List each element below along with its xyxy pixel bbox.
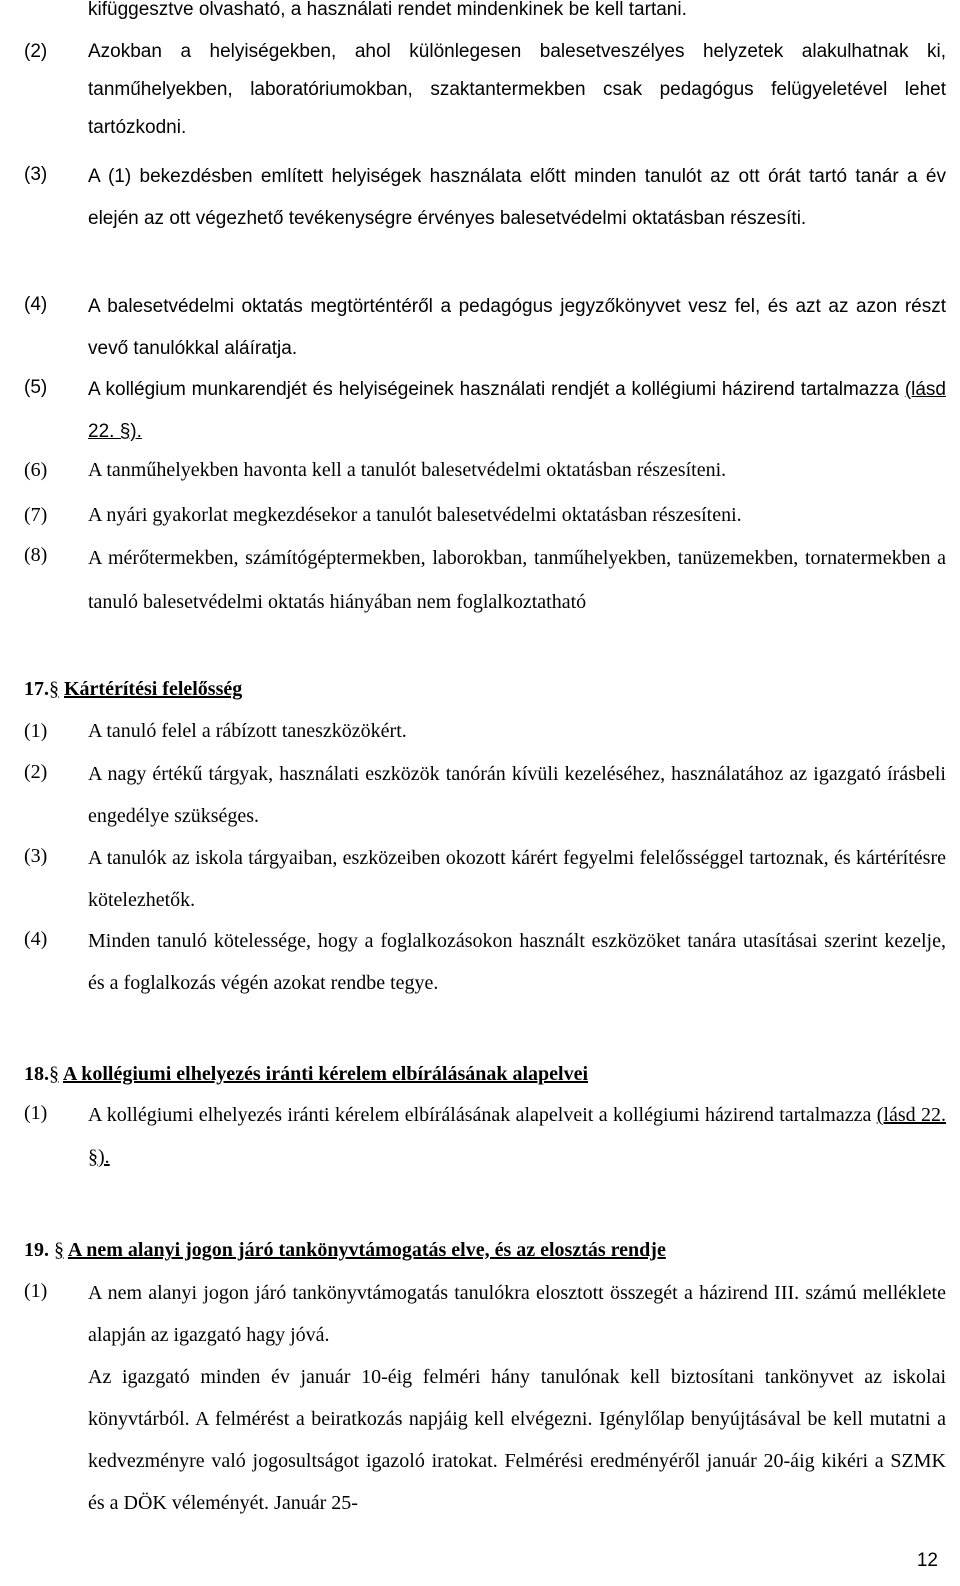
item-number: (4) [24, 928, 48, 950]
item-text-main: A kollégium munkarendjét és helyiségeinek használati rendjét a kollégiumi házirend tartalmazza [88, 379, 905, 400]
item-text: A tanuló felel a rábízott taneszközökért. [88, 720, 407, 742]
item-text: A tanműhelyekben havonta kell a tanulót balesetvédelmi oktatásban részesíteni. [88, 459, 727, 481]
section-symbol: § [49, 678, 59, 700]
item-number: (1) [24, 720, 48, 742]
item-number: (6) [24, 459, 48, 481]
page-number: 12 [916, 1550, 938, 1571]
section-number: 18. [24, 1063, 49, 1085]
body-paragraph: Az igazgató minden év január 10-éig felméri hány tanulónak kell biztosítani tankönyvet az iskolai könyvtárból. A felmérést a beiratkozás napjáig kell elvégezni. Igénylőlap benyújtásával be kell mutatni a kedvezményre való jogosultságot igazoló iratokat. Felmérési eredményéről január 20-áig kikéri a SZMK és a DÖK véleményét. Január 25- [88, 1366, 946, 1514]
item-number: (3) [24, 845, 48, 867]
item-text: A tanulók az iskola tárgyaiban, eszközeiben okozott kárért fegyelmi felelősséggel tartoznak, és kártérítésre kötelezhetők. [88, 847, 946, 911]
section-title: A nem alanyi jogon járó tankönyvtámogatás elve, és az elosztás rendje [67, 1239, 666, 1261]
item-number: (3) [24, 164, 48, 185]
item-text [88, 369, 946, 453]
item-text: A balesetvédelmi oktatás megtörténtéről a pedagógus jegyzőkönyvet vesz fel, és azt az azon részt vevő tanulókkal aláíratja. [88, 296, 946, 359]
item-text-main: A kollégiumi elhelyezés iránti kérelem elbírálásának alapelveit a kollégiumi házirend tartalmazza [88, 1104, 877, 1126]
item-text [88, 1094, 946, 1178]
item-text: A nem alanyi jogon járó tankönyvtámogatás tanulókra elosztott összegét a házirend III. számú melléklete alapján az igazgató hagy jóvá. [88, 1282, 946, 1346]
cross-reference-link[interactable]: (lásd 22. §). [88, 1104, 946, 1168]
section-heading [24, 674, 954, 704]
item-text: A (1) bekezdésben említett helyiségek használata előtt minden tanulót az ott órát tartó tanár a év elején az ott végezhető tevékenységre érvényes balesetvédelmi oktatásban részesíti. [88, 166, 946, 229]
section-title: Kártérítési felelősség [64, 678, 243, 700]
item-text: Minden tanuló kötelessége, hogy a foglalkozásokon használt eszközöket tanára utasításai szerint kezelje, és a foglalkozás végén azokat rendbe tegye. [88, 930, 946, 994]
item-number: (5) [24, 377, 48, 398]
section-symbol: § [49, 1063, 59, 1085]
section-heading [24, 1235, 954, 1265]
cross-reference-link[interactable]: (lásd 22. §). [88, 379, 946, 442]
item-text: A nyári gyakorlat megkezdésekor a tanulót balesetvédelmi oktatásban részesíteni. [88, 504, 742, 526]
item-text: A nagy értékű tárgyak, használati eszközök tanórán kívüli kezeléséhez, használatához az igazgató írásbeli engedélye szükséges. [88, 763, 946, 827]
item-number: (4) [24, 294, 48, 315]
item-text: Azokban a helyiségekben, ahol különlegesen balesetveszélyes helyzetek alakulhatnak ki, tanműhelyekben, laboratóriumokban, szaktantermekben csak pedagógus felügyeletével lehet tartózkodni. [88, 41, 946, 138]
item-number: (2) [24, 761, 48, 783]
item-number: (8) [24, 544, 48, 566]
item-number: (7) [24, 504, 48, 526]
section-number: 19. [24, 1239, 49, 1261]
continuation-line: kifüggesztve olvasható, a használati rendet mindenkinek be kell tartani. [88, 0, 687, 20]
section-symbol: § [54, 1239, 64, 1261]
item-number: (2) [24, 41, 48, 62]
item-number: (1) [24, 1102, 48, 1124]
section-heading [24, 1059, 954, 1089]
item-number: (1) [24, 1280, 48, 1302]
section-number: 17. [24, 678, 49, 700]
section-title: A kollégiumi elhelyezés iránti kérelem elbírálásának alapelvei [62, 1063, 589, 1085]
item-text: A mérőtermekben, számítógéptermekben, laborokban, tanműhelyekben, tanüzemekben, tornatermekben a tanuló balesetvédelmi oktatás hiányában nem foglalkoztatható [88, 547, 946, 613]
